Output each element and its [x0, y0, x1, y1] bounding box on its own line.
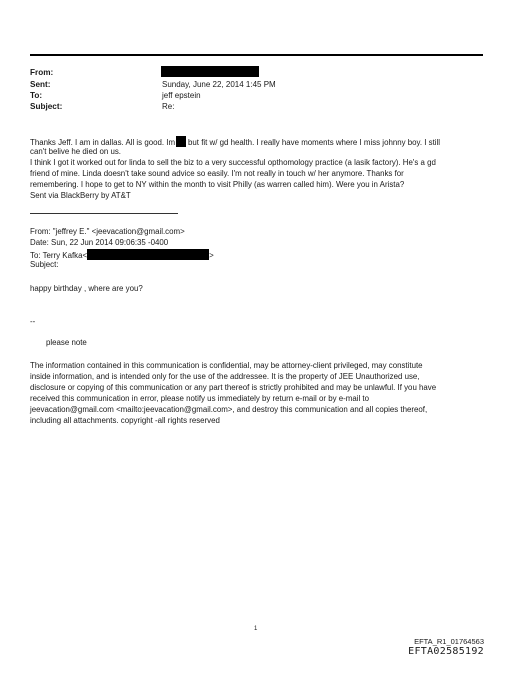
page-number: 1	[254, 626, 258, 632]
body-line-5: remembering. I hope to get to NY within the month to visit Philly (as warren called him). Were you in Arista?	[30, 180, 405, 189]
notice-line-4: received this communication in error, please notify us immediately by return e-mail or by e-mail to	[30, 394, 369, 403]
body-line-6: Sent via BlackBerry by AT&T	[30, 191, 131, 200]
notice-line-3: disclosure or copying of this communication or any part thereof is strictly prohibited and may be unlawful. If you have	[30, 383, 437, 392]
quoted-to-redaction	[87, 249, 209, 260]
body-line-1-end: but fit w/ gd health. I really have moments where I miss johnny boy. I still	[188, 138, 441, 147]
to-value: jeff epstein	[162, 91, 201, 100]
from-redaction	[161, 66, 259, 77]
subject-label: Subject:	[30, 102, 63, 111]
quoted-date: Date: Sun, 22 Jun 2014 09:06:35 -0400	[30, 238, 169, 247]
signature-dashes: --	[30, 317, 36, 326]
sent-value: Sunday, June 22, 2014 1:45 PM	[162, 80, 276, 89]
bates-stamp-large: EFTA02585192	[408, 646, 484, 657]
from-label: From:	[30, 68, 54, 77]
notice-line-1: The information contained in this communication is confidential, may be attorney-client privileged, may constitute	[30, 361, 423, 370]
body-line-2: can't belive he died on us.	[30, 147, 121, 156]
quote-separator	[30, 213, 178, 214]
body-line-4: friend of mine. Linda doesn't take sound advice so easily. I'm not really in touch w/ her anymore. Thanks for	[30, 169, 404, 178]
quoted-to-prefix: To: Terry Kafka<	[30, 251, 88, 260]
body-line-3: I think I got it worked out for linda to sell the biz to a very successful opthomology practice (a lasik factory). He's a gd	[30, 158, 436, 167]
to-label: To:	[30, 91, 43, 100]
body-line-1-start: Thanks Jeff. I am in dallas. All is good. Im	[30, 138, 176, 147]
quoted-message: happy birthday , where are you?	[30, 284, 143, 293]
quoted-to-suffix: >	[209, 251, 214, 260]
sent-label: Sent:	[30, 80, 51, 89]
subject-value: Re:	[162, 102, 175, 111]
notice-line-2: inside information, and is intended only for the use of the addressee. It is the property of JEE Unauthorized use,	[30, 372, 420, 381]
quoted-from: From: "jeffrey E." <jeevacation@gmail.com>	[30, 227, 185, 236]
please-note: please note	[46, 338, 87, 347]
quoted-subject: Subject:	[30, 260, 59, 269]
bates-stamp-small: EFTA_R1_01764563	[414, 637, 484, 646]
header-divider	[30, 54, 483, 56]
notice-line-6: including all attachments. copyright -all rights reserved	[30, 416, 220, 425]
notice-line-5: jeevacation@gmail.com <mailto:jeevacation@gmail.com>, and destroy this communication and all copies thereof,	[30, 405, 428, 414]
body-redaction	[176, 136, 186, 147]
